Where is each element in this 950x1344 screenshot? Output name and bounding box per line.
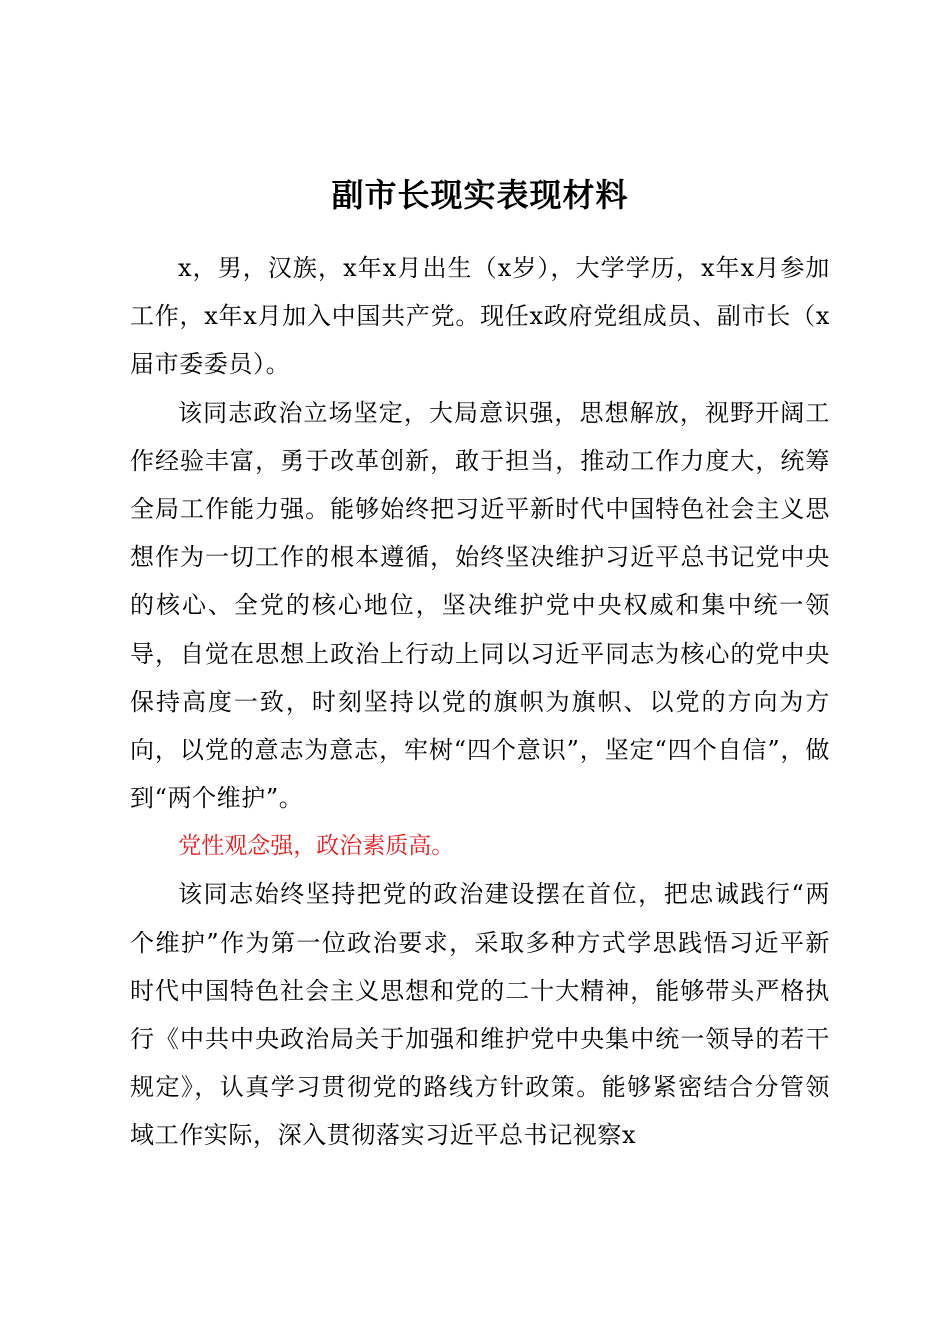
evaluation-paragraph: 该同志政治立场坚定，大局意识强，思想解放，视野开阔工作经验丰富，勇于改革创新，敢于担当，推动工作力度大，统筹全局工作能力强。能够始终把习近平新时代中国特色社会主义思想作为一切工作的根本遵循，始终坚决维护习近平总书记党中央的核心、全党的核心地位，坚决维护党中央权威和集中统一领导，自觉在思想上政治上行动上同以习近平同志为核心的党中央保持高度一致，时刻坚持以党的旗帜为旗帜、以党的方向为方向，以党的意志为意志，牢树“四个意识”，坚定“四个自信”，做到“两个维护”。 xyxy=(130,398,830,813)
document-page xyxy=(130,170,830,1160)
document-title: 副市长现实表现材料 xyxy=(331,176,629,214)
section-heading: 党性观念强，政治素质高。 xyxy=(178,833,455,860)
section-paragraph: 该同志始终坚持把党的政治建设摆在首位，把忠诚践行“两个维护”作为第一位政治要求，采取多种方式学思践悟习近平新时代中国特色社会主义思想和党的二十大精神，能够带头严格执行《中共中央政治局关于加强和维护党中央集中统一领导的若干规定》，认真学习贯彻党的路线方针政策。能够紧密结合分管领域工作实际，深入贯彻落实习近平总书记视察x xyxy=(130,880,830,1150)
intro-paragraph: x，男，汉族，x年x月出生（x岁），大学学历，x年x月参加工作，x年x月加入中国共产党。现任x政府党组成员、副市长（x届市委委员）。 xyxy=(130,254,830,379)
